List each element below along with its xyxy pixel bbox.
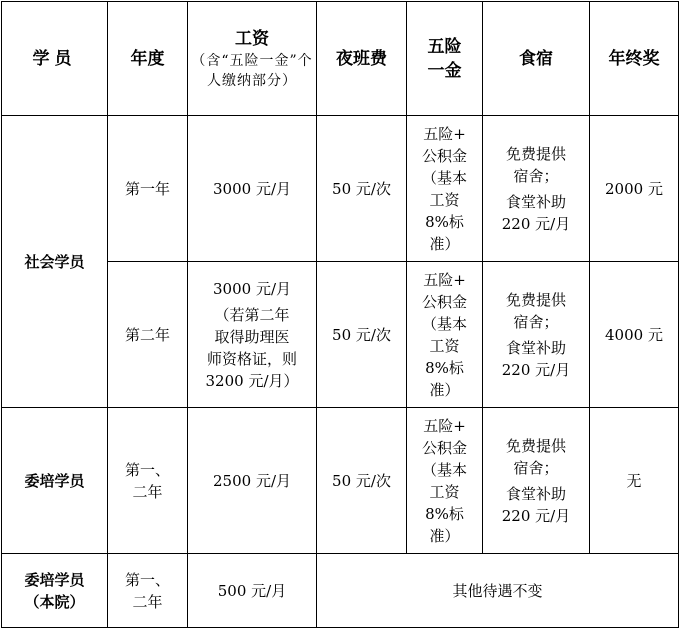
- commissioned-local-other: 其他待遇不变: [317, 554, 679, 628]
- social-year1-bonus: 2000 元: [590, 116, 679, 262]
- social-year2-insurance: 五险+ 公积金 （基本 工资 8%标 准）: [407, 262, 483, 408]
- meal-text: 食堂补助 220 元/月: [501, 192, 571, 233]
- social-year2-year: 第二年: [108, 262, 188, 408]
- social-year1-salary: 3000 元/月: [188, 116, 317, 262]
- header-salary: [188, 2, 317, 116]
- header-salary-note: （含“五险一金”个人缴纳部分）: [191, 52, 313, 89]
- commissioned-food-lodging: [483, 408, 590, 554]
- lodging-text: 免费提供 宿舍；: [505, 144, 566, 185]
- header-salary-title: 工资: [235, 28, 269, 49]
- salary-condition-note: （若第二年 取得助理医 师资格证，则 3200 元/月）: [205, 305, 299, 390]
- social-year1-insurance: 五险+ 公积金 （基本 工资 8%标 准）: [407, 116, 483, 262]
- social-year2-night-fee: 50 元/次: [317, 262, 407, 408]
- commissioned-bonus: 无: [590, 408, 679, 554]
- social-year2-food-lodging: [483, 262, 590, 408]
- commissioned-local-year: 第一、 二年: [108, 554, 188, 628]
- commissioned-night-fee: 50 元/次: [317, 408, 407, 554]
- commissioned-row: [2, 408, 679, 554]
- commissioned-local-row: [2, 554, 679, 628]
- header-year-end-bonus: 年终奖: [590, 2, 679, 116]
- lodging-text: 免费提供 宿舍；: [505, 436, 566, 477]
- commissioned-local-category: 委培学员 （本院）: [2, 554, 108, 628]
- social-year1-year: 第一年: [108, 116, 188, 262]
- commissioned-category: 委培学员: [2, 408, 108, 554]
- commissioned-year: 第一、 二年: [108, 408, 188, 554]
- commissioned-insurance: 五险+ 公积金 （基本 工资 8%标 准）: [407, 408, 483, 554]
- salary-text: 3000 元/月: [213, 279, 291, 298]
- social-year1-food-lodging: [483, 116, 590, 262]
- header-food-lodging: 食宿: [483, 2, 590, 116]
- header-row: [2, 2, 679, 116]
- header-trainee: 学员: [2, 2, 108, 116]
- lodging-text: 免费提供 宿舍；: [505, 290, 566, 331]
- social-category: 社会学员: [2, 116, 108, 408]
- header-year: 年度: [108, 2, 188, 116]
- commissioned-salary: 2500 元/月: [188, 408, 317, 554]
- header-night-fee: 夜班费: [317, 2, 407, 116]
- compensation-table: [1, 1, 679, 628]
- social-year2-bonus: 4000 元: [590, 262, 679, 408]
- social-year1-night-fee: 50 元/次: [317, 116, 407, 262]
- meal-text: 食堂补助 220 元/月: [501, 338, 571, 379]
- social-year1-row: [2, 116, 679, 262]
- meal-text: 食堂补助 220 元/月: [501, 484, 571, 525]
- header-insurance: 五险 一金: [407, 2, 483, 116]
- social-year2-salary: [188, 262, 317, 408]
- commissioned-local-salary: 500 元/月: [188, 554, 317, 628]
